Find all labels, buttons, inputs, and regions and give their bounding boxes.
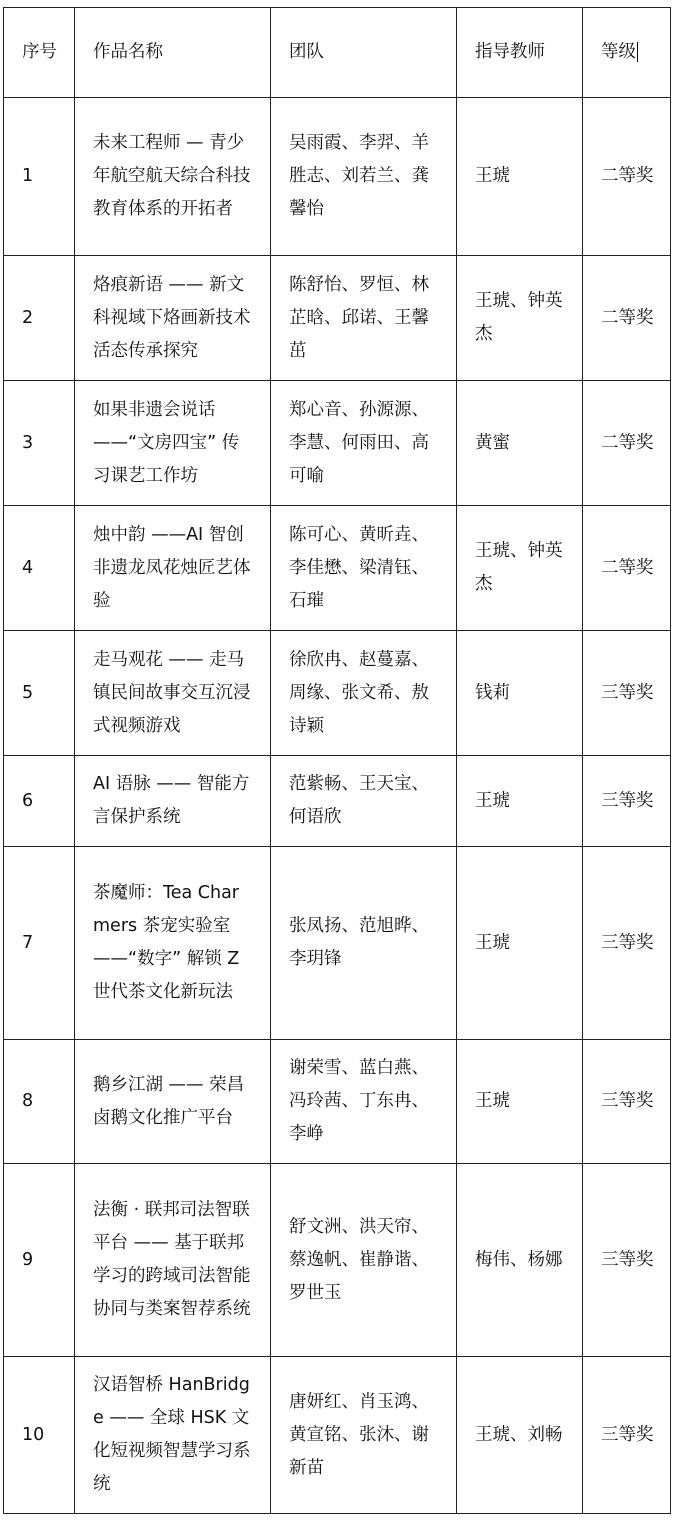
- header-team: 团队: [271, 8, 457, 98]
- cell-name: 法衡 · 联邦司法智联平台 —— 基于联邦学习的跨域司法智能协同与类案智荐系统: [75, 1164, 271, 1357]
- cell-level: 三等奖: [583, 756, 671, 847]
- cell-name: 烛中韵 ——AI 智创非遗龙凤花烛匠艺体验: [75, 506, 271, 631]
- cell-name: 如果非遗会说话 ——“文房四宝” 传习课艺工作坊: [75, 381, 271, 506]
- cell-level: 二等奖: [583, 256, 671, 381]
- cell-advisor: 王琥: [457, 756, 583, 847]
- text-cursor: [637, 42, 638, 62]
- cell-level: 三等奖: [583, 847, 671, 1040]
- cell-no: 2: [4, 256, 75, 381]
- cell-advisor: 王琥、钟英杰: [457, 506, 583, 631]
- cell-level: 二等奖: [583, 506, 671, 631]
- cell-team: 张凤扬、范旭晔、李玥锋: [271, 847, 457, 1040]
- table-row: [4, 1357, 671, 1514]
- cell-level: 三等奖: [583, 631, 671, 756]
- cell-advisor: 王琥: [457, 1040, 583, 1164]
- cell-name: 未来工程师 — 青少年航空航天综合科技教育体系的开拓者: [75, 98, 271, 256]
- cell-advisor: 王琥: [457, 847, 583, 1040]
- cell-no: 6: [4, 756, 75, 847]
- header-level[interactable]: 等级: [583, 8, 671, 98]
- cell-team: 吴雨霞、李羿、羊胜志、刘若兰、龚馨怡: [271, 98, 457, 256]
- cell-name: 烙痕新语 —— 新文科视域下烙画新技术活态传承探究: [75, 256, 271, 381]
- cell-name: AI 语脉 —— 智能方言保护系统: [75, 756, 271, 847]
- cell-team: 舒文洲、洪天帘、蔡逸帆、崔静谐、罗世玉: [271, 1164, 457, 1357]
- cell-no: 3: [4, 381, 75, 506]
- cell-level: 三等奖: [583, 1357, 671, 1514]
- cell-advisor: 钱莉: [457, 631, 583, 756]
- cell-team: 徐欣冉、赵蔓嘉、周缘、张文希、敖诗颖: [271, 631, 457, 756]
- table-row: [4, 98, 671, 256]
- cell-no: 10: [4, 1357, 75, 1514]
- header-no: 序号: [4, 8, 75, 98]
- cell-team: 陈舒怡、罗恒、林芷晗、邱诺、王馨茁: [271, 256, 457, 381]
- cell-advisor: 王琥: [457, 98, 583, 256]
- table-row: [4, 847, 671, 1040]
- cell-no: 5: [4, 631, 75, 756]
- cell-no: 7: [4, 847, 75, 1040]
- cell-name: 汉语智桥 HanBridge —— 全球 HSK 文化短视频智慧学习系统: [75, 1357, 271, 1514]
- cell-name: 走马观花 —— 走马镇民间故事交互沉浸式视频游戏: [75, 631, 271, 756]
- cell-team: 唐妍红、肖玉鸿、黄宣铭、张沐、谢新苗: [271, 1357, 457, 1514]
- cell-name: 茶魔师：Tea Charmers 茶宠实验室 ——“数字” 解锁 Z 世代茶文化新玩法: [75, 847, 271, 1040]
- cell-advisor: 王琥、刘畅: [457, 1357, 583, 1514]
- table-row: [4, 381, 671, 506]
- cell-no: 8: [4, 1040, 75, 1164]
- cell-name: 鹅乡江湖 —— 荣昌卤鹅文化推广平台: [75, 1040, 271, 1164]
- table-row: [4, 756, 671, 847]
- cell-no: 4: [4, 506, 75, 631]
- table-row: [4, 631, 671, 756]
- cell-advisor: 梅伟、杨娜: [457, 1164, 583, 1357]
- cell-team: 郑心音、孙源源、李慧、何雨田、高可喻: [271, 381, 457, 506]
- cell-team: 谢荣雪、蓝白燕、冯玲茜、丁东冉、李峥: [271, 1040, 457, 1164]
- cell-advisor: 黄蜜: [457, 381, 583, 506]
- table-row: [4, 506, 671, 631]
- cell-level: 三等奖: [583, 1040, 671, 1164]
- awards-table: [3, 7, 671, 1514]
- table-header-row: [4, 8, 671, 98]
- cell-team: 范紫畅、王天宝、何语欣: [271, 756, 457, 847]
- header-name: 作品名称: [75, 8, 271, 98]
- cell-advisor: 王琥、钟英杰: [457, 256, 583, 381]
- cell-level: 三等奖: [583, 1164, 671, 1357]
- cell-level: 二等奖: [583, 98, 671, 256]
- table-row: [4, 256, 671, 381]
- table-row: [4, 1040, 671, 1164]
- cell-no: 9: [4, 1164, 75, 1357]
- cell-no: 1: [4, 98, 75, 256]
- table-row: [4, 1164, 671, 1357]
- header-advisor: 指导教师: [457, 8, 583, 98]
- cell-level: 二等奖: [583, 381, 671, 506]
- cell-team: 陈可心、黄昕垚、李佳懋、梁清钰、石璀: [271, 506, 457, 631]
